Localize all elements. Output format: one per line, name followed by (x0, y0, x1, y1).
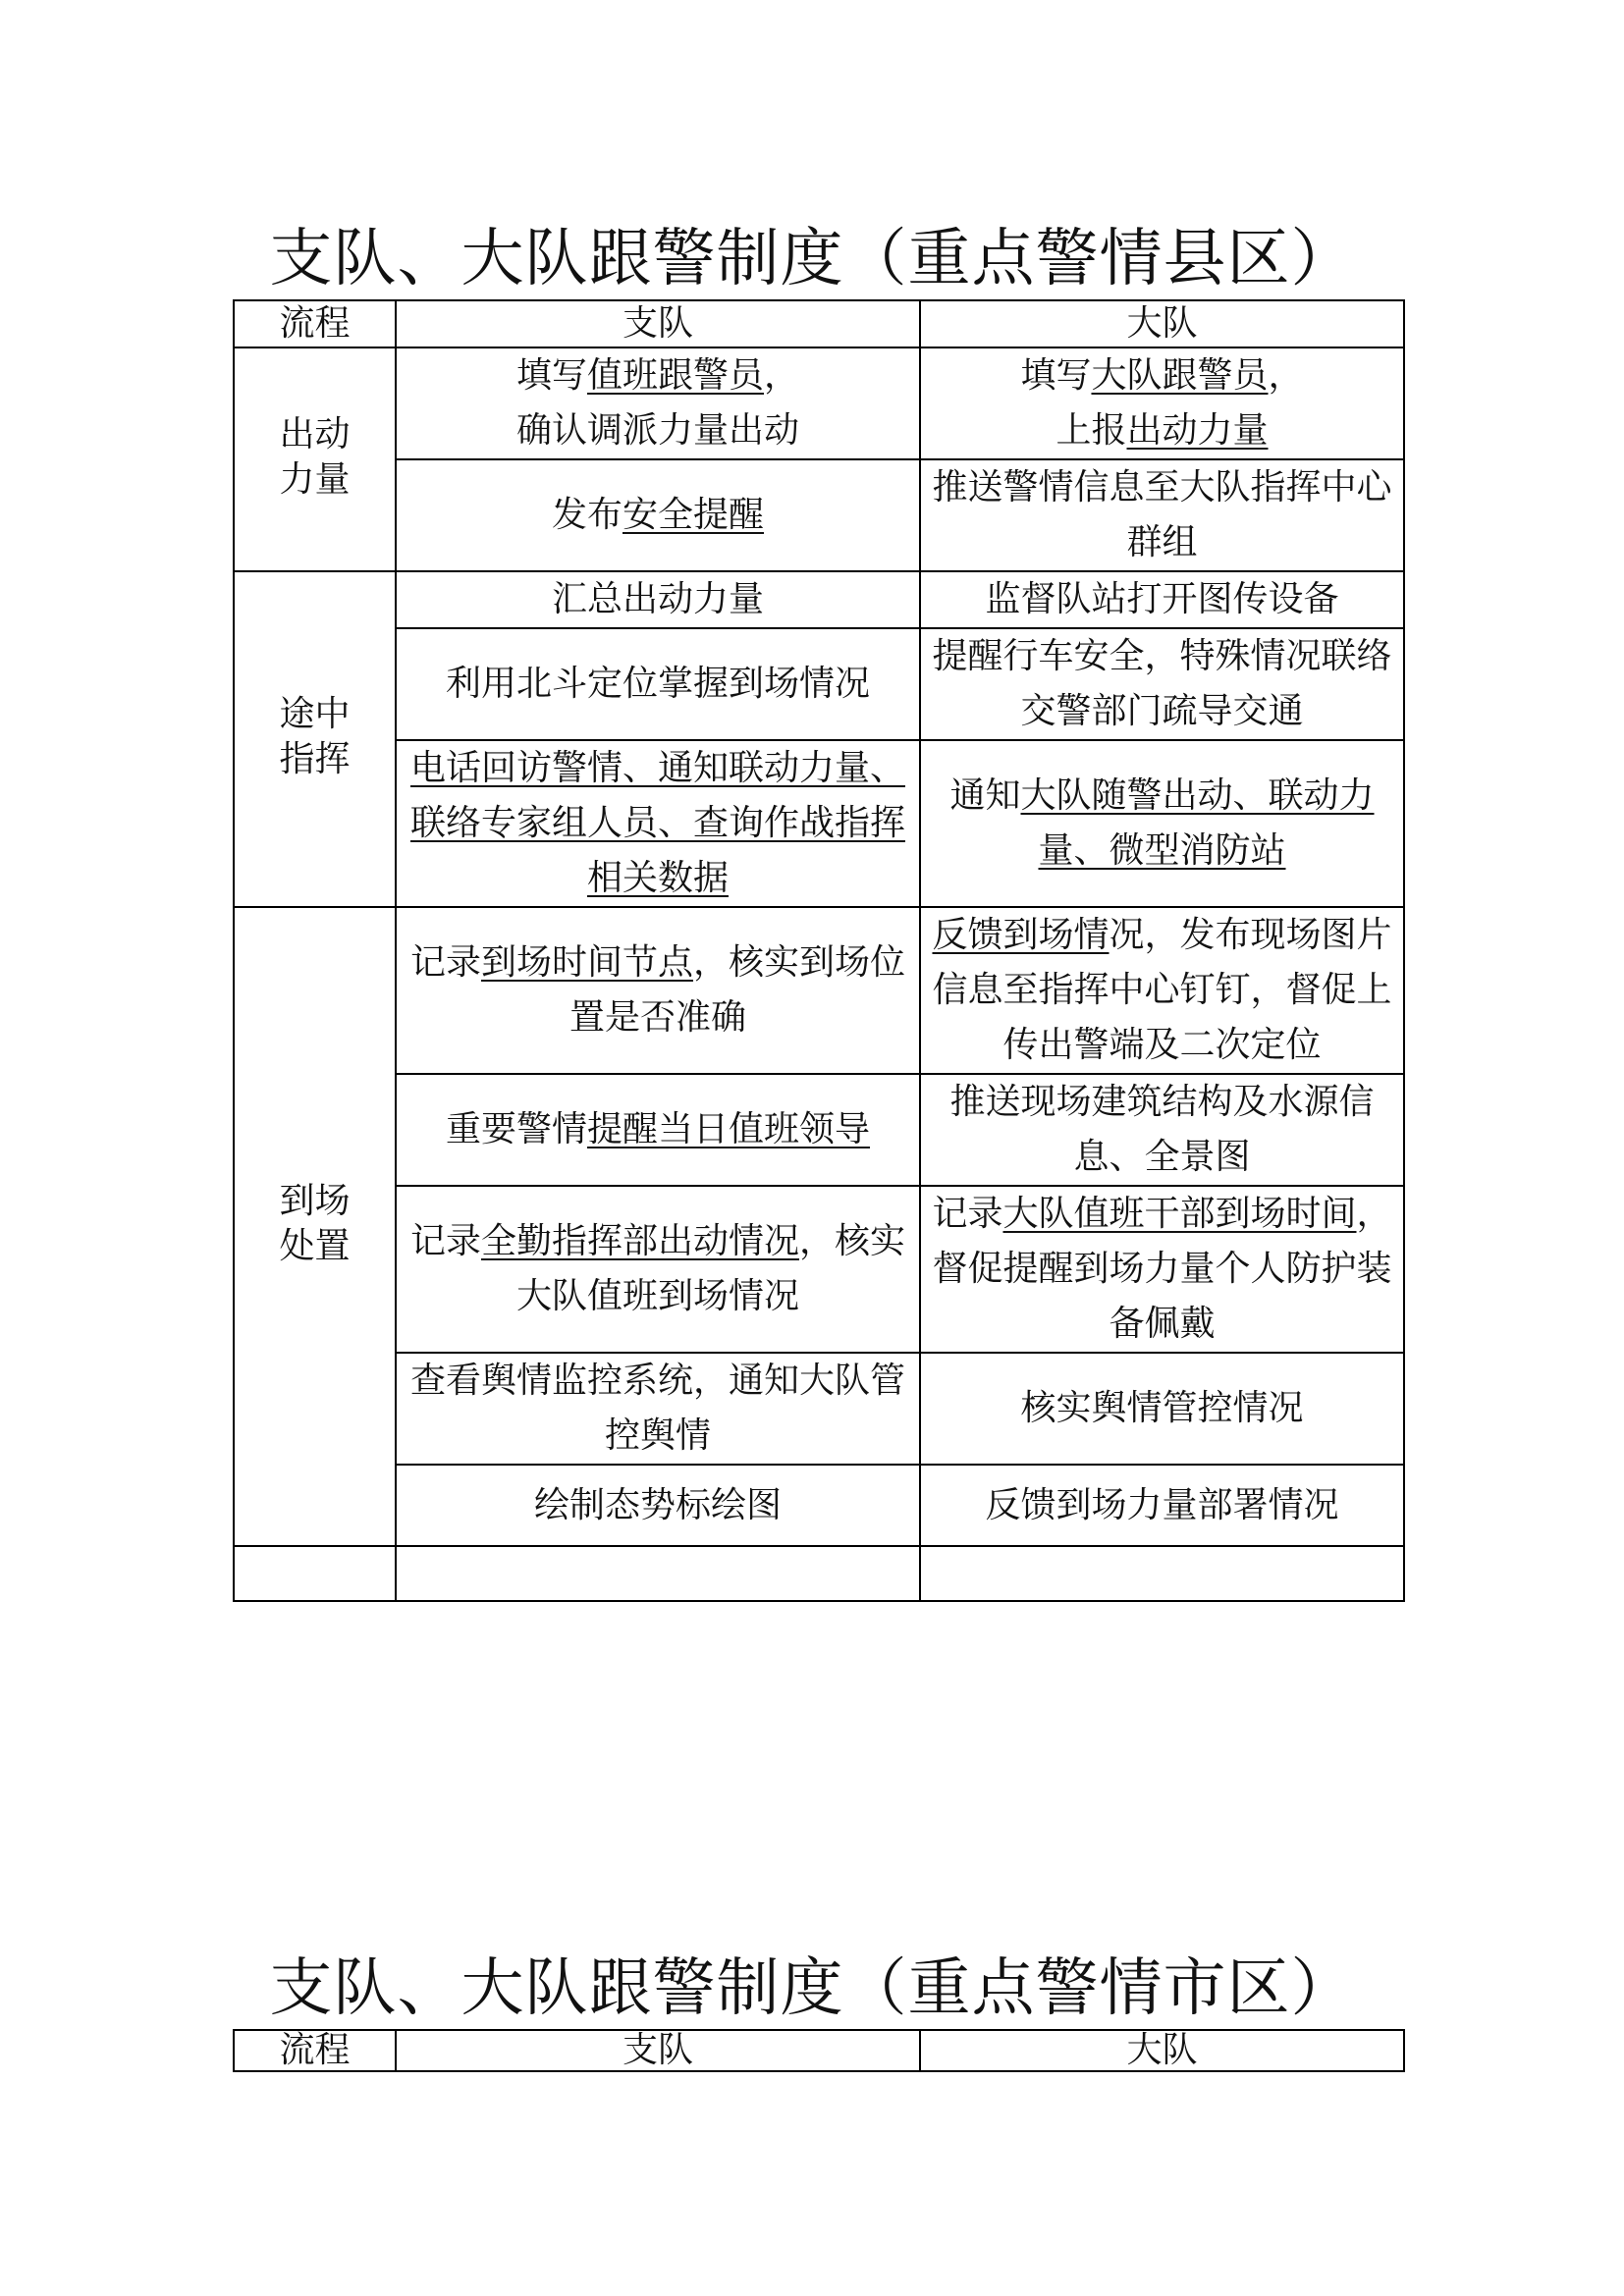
detachment-cell: 利用北斗定位掌握到场情况 (396, 628, 920, 740)
detachment-cell: 填写值班跟警员， 确认调派力量出动 (396, 347, 920, 459)
detachment-cell: 记录全勤指挥部出动情况，核实大队值班到场情况 (396, 1186, 920, 1353)
brigade-cell: 监督队站打开图传设备 (920, 571, 1404, 628)
table-row (234, 1465, 1404, 1546)
page-title-county: 支队、大队跟警制度（重点警情县区） (269, 223, 1355, 295)
brigade-cell: 反馈到场情况，发布现场图片信息至指挥中心钉钉，督促上传出警端及二次定位 (920, 907, 1404, 1074)
table-row (234, 740, 1404, 907)
duty-table-city (233, 2029, 1405, 2072)
table-row (234, 1074, 1404, 1186)
page-title-city: 支队、大队跟警制度（重点警情市区） (269, 1952, 1355, 2025)
detachment-cell: 记录到场时间节点，核实到场位置是否准确 (396, 907, 920, 1074)
empty-cell (234, 1546, 396, 1601)
header-flow: 流程 (234, 300, 396, 347)
duty-table-county (233, 299, 1405, 1602)
table-row (234, 628, 1404, 740)
brigade-cell: 核实舆情管控情况 (920, 1353, 1404, 1465)
detachment-cell: 汇总出动力量 (396, 571, 920, 628)
table-row (234, 347, 1404, 459)
brigade-cell: 反馈到场力量部署情况 (920, 1465, 1404, 1546)
brigade-cell: 推送警情信息至大队指挥中心群组 (920, 459, 1404, 571)
brigade-cell: 通知大队随警出动、联动力量、微型消防站 (920, 740, 1404, 907)
table-row (234, 1186, 1404, 1353)
brigade-cell: 提醒行车安全，特殊情况联络交警部门疏导交通 (920, 628, 1404, 740)
table-row-empty (234, 1546, 1404, 1601)
flow-cell-on-site: 到场处置 (234, 907, 396, 1546)
brigade-cell: 推送现场建筑结构及水源信息、全景图 (920, 1074, 1404, 1186)
detachment-cell: 发布安全提醒 (396, 459, 920, 571)
table-header-row (234, 300, 1404, 347)
table-row (234, 907, 1404, 1074)
detachment-cell: 绘制态势标绘图 (396, 1465, 920, 1546)
header-detachment: 支队 (396, 2030, 920, 2071)
detachment-cell: 重要警情提醒当日值班领导 (396, 1074, 920, 1186)
detachment-cell: 查看舆情监控系统，通知大队管控舆情 (396, 1353, 920, 1465)
empty-cell (396, 1546, 920, 1601)
detachment-cell: 电话回访警情、通知联动力量、联络专家组人员、查询作战指挥相关数据 (396, 740, 920, 907)
table-header-row (234, 2030, 1404, 2071)
brigade-cell: 填写大队跟警员， 上报出动力量 (920, 347, 1404, 459)
table-row (234, 459, 1404, 571)
flow-cell-en-route: 途中指挥 (234, 571, 396, 907)
header-flow: 流程 (234, 2030, 396, 2071)
header-detachment: 支队 (396, 300, 920, 347)
header-brigade: 大队 (920, 2030, 1404, 2071)
brigade-cell: 记录大队值班干部到场时间，督促提醒到场力量个人防护装备佩戴 (920, 1186, 1404, 1353)
table-row (234, 1353, 1404, 1465)
empty-cell (920, 1546, 1404, 1601)
flow-cell-dispatch: 出动力量 (234, 347, 396, 571)
header-brigade: 大队 (920, 300, 1404, 347)
table-row (234, 571, 1404, 628)
